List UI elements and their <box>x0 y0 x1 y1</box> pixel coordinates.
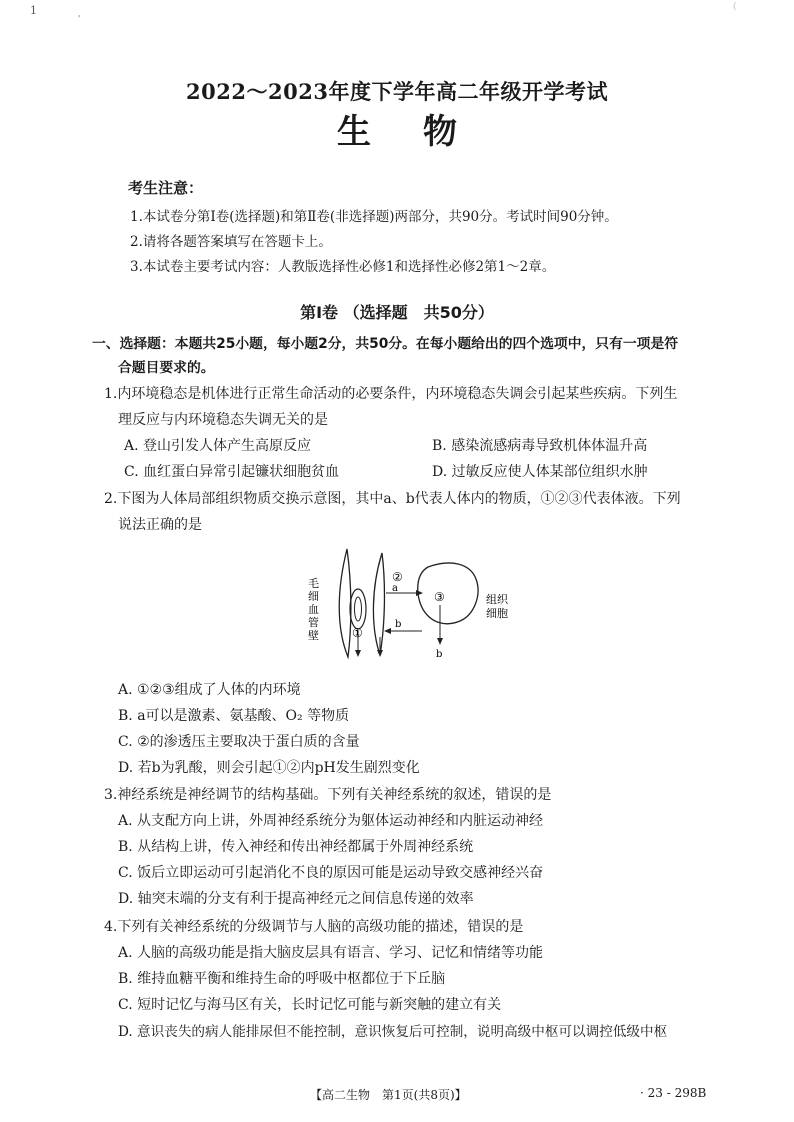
scan-mark: ( <box>733 2 737 12</box>
scan-mark: 1 <box>30 4 37 17</box>
question-1-stem: 理反应与内环境稳态失调无关的是 <box>118 412 328 428</box>
label-2: ② <box>392 570 403 584</box>
section-instruction: 合题目要求的。 <box>118 360 215 376</box>
label-b: b <box>395 619 402 630</box>
question-1-option-a: A. 登山引发人体产生高原反应 <box>124 438 312 454</box>
label-tissue-cell: 组织细胞 <box>486 593 508 620</box>
question-3-option-a: A. 从支配方向上讲，外周神经系统分为躯体运动神经和内脏运动神经 <box>118 813 544 829</box>
question-1-option-b: B. 感染流感病毒导致机体体温升高 <box>432 438 648 454</box>
question-3-option-c: C. 饭后立即运动可引起消化不良的原因可能是运动导致交感神经兴奋 <box>118 865 544 881</box>
section-instruction: 一、选择题：本题共25小题，每小题2分，共50分。在每小题给出的四个选项中，只有一项是符 <box>92 336 679 352</box>
question-4-option-c: C. 短时记忆与海马区有关，长时记忆可能与新突触的建立有关 <box>118 997 502 1013</box>
label-1: ① <box>352 626 363 640</box>
label-3: ③ <box>434 590 445 604</box>
exam-code: · 23 - 298B <box>640 1086 707 1100</box>
question-2-stem: 2.下图为人体局部组织物质交换示意图，其中a、b代表人体内的物质，①②③代表体液。下列 <box>104 491 681 507</box>
capillary-wall-left <box>339 549 351 657</box>
question-4-stem: 4.下列有关神经系统的分级调节与人脑的高级功能的描述，错误的是 <box>104 919 524 935</box>
question-1-option-c: C. 血红蛋白异常引起镰状细胞贫血 <box>124 464 340 480</box>
question-4-option-a: A. 人脑的高级功能是指大脑皮层具有语言、学习、记忆和情绪等功能 <box>118 945 544 961</box>
question-2-stem: 说法正确的是 <box>118 517 202 533</box>
scan-mark: ' <box>78 14 81 23</box>
volume-heading: 第Ⅰ卷 （选择题 共50分） <box>300 303 494 322</box>
question-2-option-a: A. ①②③组成了人体的内环境 <box>118 682 301 698</box>
notice-item: 1.本试卷分第Ⅰ卷(选择题)和第Ⅱ卷(非选择题)两部分，共90分。考试时间90分钟。 <box>130 209 618 225</box>
exam-title: 2022～2023年度下学年高二年级开学考试 <box>186 79 608 104</box>
label-b-out: b <box>436 649 443 660</box>
tissue-cell <box>418 563 478 624</box>
page-footer: 【高二生物 第1页(共8页)】 <box>310 1088 467 1102</box>
question-1-stem: 1.内环境稳态是机体进行正常生命活动的必要条件，内环境稳态失调会引起某些疾病。下列生 <box>104 386 678 402</box>
label-a: a <box>392 583 398 594</box>
capillary-wall-right <box>373 553 384 655</box>
question-4-option-b: B. 维持血糖平衡和维持生命的呼吸中枢都位于下丘脑 <box>118 971 446 987</box>
subject-title: 生物 <box>337 112 509 152</box>
question-2-option-d: D. 若b为乳酸，则会引起①②内pH发生剧烈变化 <box>118 760 420 776</box>
label-wall: 毛细血管壁 <box>308 577 319 642</box>
question-1-option-d: D. 过敏反应使人体某部位组织水肿 <box>432 464 648 480</box>
tissue-exchange-diagram <box>300 545 530 670</box>
question-3-stem: 3.神经系统是神经调节的结构基础。下列有关神经系统的叙述，错误的是 <box>104 787 552 803</box>
question-2-option-b: B. a可以是激素、氨基酸、O₂ 等物质 <box>118 708 350 724</box>
notice-item: 3.本试卷主要考试内容：人教版选择性必修1和选择性必修2第1～2章。 <box>130 259 556 275</box>
red-blood-cell <box>350 589 366 629</box>
notice-item: 2.请将各题答案填写在答题卡上。 <box>130 234 332 250</box>
question-2-option-c: C. ②的渗透压主要取决于蛋白质的含量 <box>118 734 360 750</box>
question-3-option-b: B. 从结构上讲，传入神经和传出神经都属于外周神经系统 <box>118 839 474 855</box>
question-4-option-d: D. 意识丧失的病人能排尿但不能控制，意识恢复后可控制，说明高级中枢可以调控低级中枢 <box>118 1024 668 1040</box>
question-3-option-d: D. 轴突末端的分支有利于提高神经元之间信息传递的效率 <box>118 891 474 907</box>
notice-heading: 考生注意： <box>128 179 204 197</box>
